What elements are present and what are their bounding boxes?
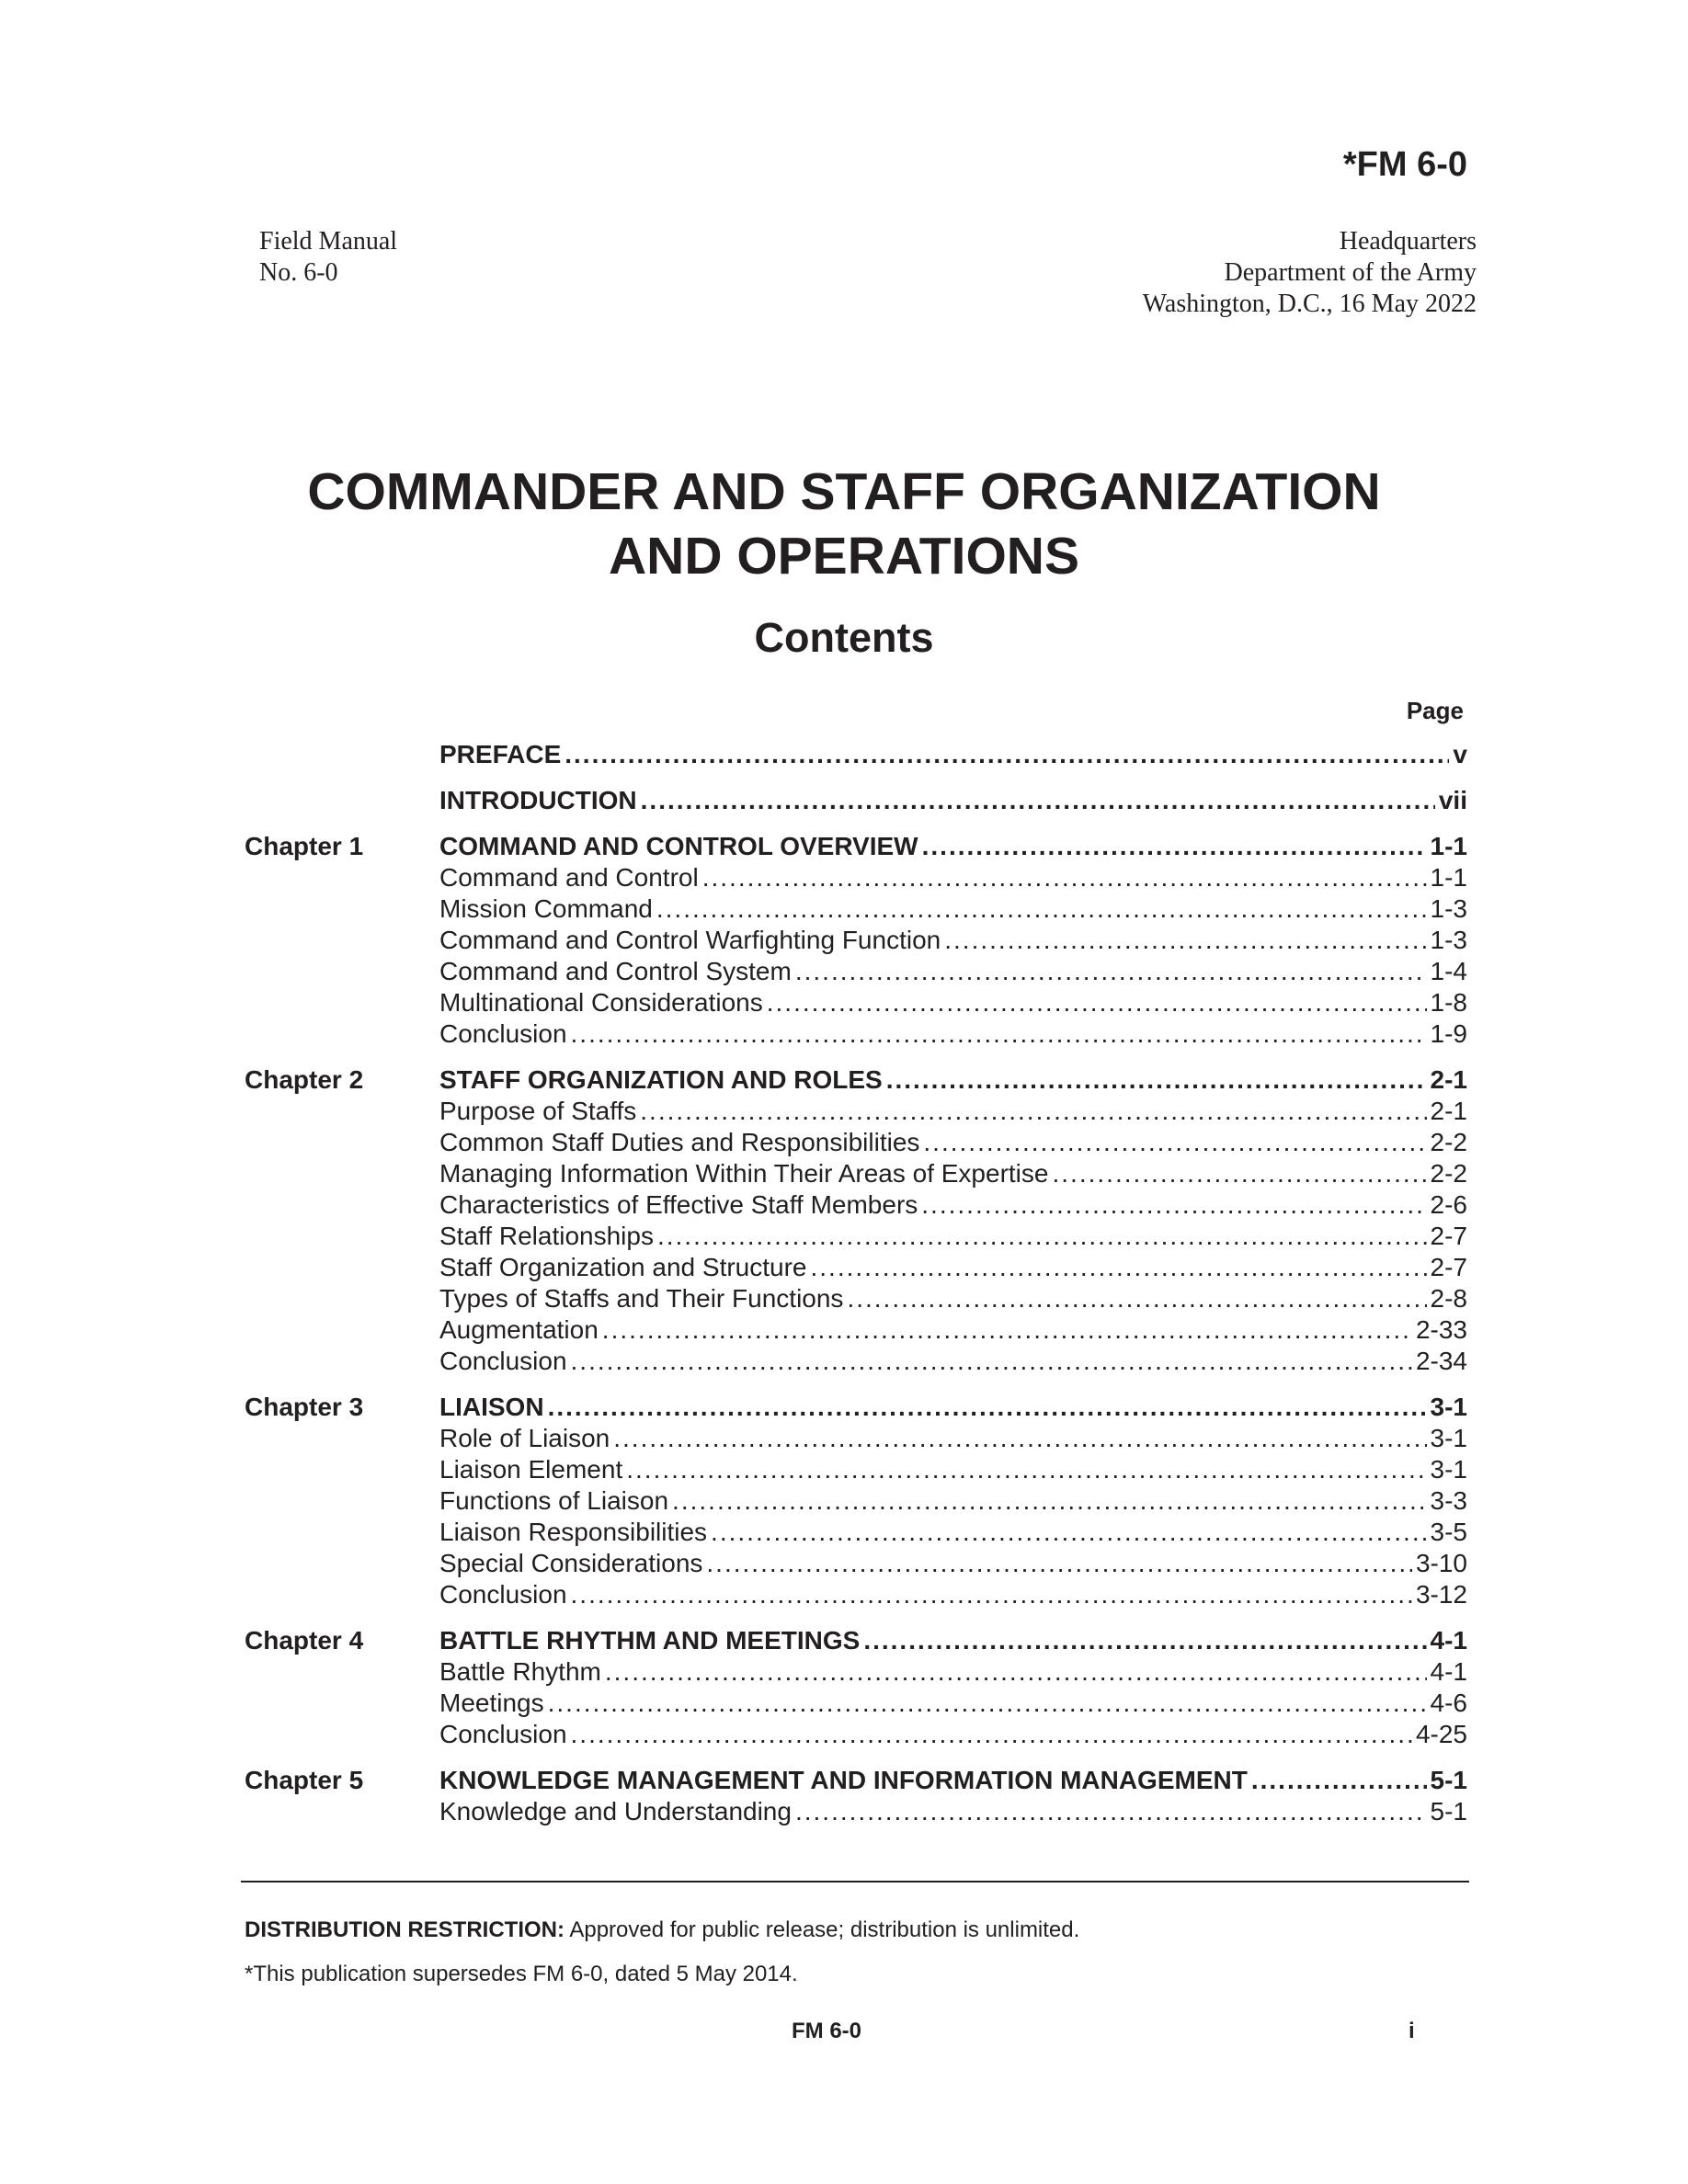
toc-entries [439,1765,1467,1827]
toc-group [245,785,1467,816]
title-line-1: COMMANDER AND STAFF ORGANIZATION [307,462,1381,521]
dot-leader [711,1517,1426,1548]
toc-entry-page: 1-3 [1430,926,1467,954]
toc-entry-page: 1-1 [1430,832,1467,860]
toc-entries [439,785,1467,816]
dot-leader [847,1283,1426,1314]
publication-type: Field Manual [259,227,398,256]
dot-leader [548,1392,1427,1423]
toc-entry-page: 3-12 [1415,1580,1467,1609]
toc-group [245,1765,1467,1827]
dot-leader [1052,1158,1426,1189]
toc-entry-title: Types of Staffs and Their Functions [439,1284,844,1313]
toc-entry-page: 3-3 [1430,1486,1467,1515]
toc-section-entry [439,1579,1467,1610]
toc-entry-page: 2-1 [1430,1097,1467,1125]
toc-entry-title: Conclusion [439,1720,567,1748]
toc-group [245,1064,1467,1377]
dot-leader [672,1485,1426,1517]
toc-entry-page: 2-33 [1415,1315,1467,1344]
footer-document-id: FM 6-0 [792,2019,862,2043]
toc-chapter-entry [439,1064,1467,1096]
dot-leader [657,1221,1427,1252]
toc-section-entry [439,1158,1467,1189]
toc-section-entry [439,1314,1467,1346]
toc-entry-page: 4-6 [1430,1689,1467,1717]
toc-entry-page: 3-10 [1415,1549,1467,1577]
dot-leader [548,1688,1427,1719]
toc-entry-page: 4-1 [1430,1626,1467,1655]
toc-entry-page: 3-5 [1430,1518,1467,1546]
toc-chapter-entry [439,831,1467,862]
toc-entry-page: 5-1 [1430,1797,1467,1826]
toc-section-entry [439,1423,1467,1454]
toc-entry-title: Liaison Element [439,1455,623,1484]
toc-entry-title: Battle Rhythm [439,1657,601,1686]
toc-entry-title: Augmentation [439,1315,599,1344]
toc-section-entry [439,1454,1467,1485]
toc-entry-page: v [1453,740,1467,768]
divider [241,1881,1469,1883]
toc-entry-title: Mission Command [439,894,653,923]
toc-chapter-entry [439,1765,1467,1796]
toc-section-entry [439,925,1467,956]
toc-entry-title: Knowledge and Understanding [439,1797,792,1826]
distribution-label: DISTRIBUTION RESTRICTION: [245,1917,565,1942]
toc-section-entry [439,862,1467,893]
toc-section-entry [439,1656,1467,1688]
toc-entry-page: 2-2 [1430,1128,1467,1156]
toc-chapter-entry [439,739,1467,770]
toc-section-entry [439,1252,1467,1283]
chapter-label: Chapter 1 [245,832,364,860]
toc-group [245,1625,1467,1750]
toc-entry-title: Managing Information Within Their Areas of Expertise [439,1159,1049,1188]
toc-section-entry [439,893,1467,925]
dot-leader [1251,1765,1427,1796]
toc-entry-title: Common Staff Duties and Responsibilities [439,1128,920,1156]
supersedes-note: *This publication supersedes FM 6-0, dated 5 May 2014. [245,1962,798,1986]
toc-entry-page: 5-1 [1430,1766,1467,1794]
toc-entry-page: 2-34 [1415,1347,1467,1375]
distribution-restriction [245,1917,1079,1943]
toc-entries [439,831,1467,1050]
toc-entries [439,1625,1467,1750]
dot-leader [571,1018,1427,1050]
toc-entry-title: Command and Control [439,863,699,892]
headquarters-label: Headquarters [1339,227,1477,256]
toc-entry-title: Command and Control Warfighting Function [439,926,941,954]
toc-entry-page: 4-1 [1430,1657,1467,1686]
toc-section-entry [439,1127,1467,1158]
toc-entry-title: Special Considerations [439,1549,703,1577]
toc-chapter-entry [439,1392,1467,1423]
toc-entry-title: Conclusion [439,1347,567,1375]
dot-leader [571,1579,1412,1610]
page-column-label: Page [1406,697,1464,724]
toc-entry-page: 1-9 [1430,1019,1467,1048]
toc-entry-page: 3-1 [1430,1455,1467,1484]
toc-entry-title: Meetings [439,1689,544,1717]
toc-entry-page: 4-25 [1415,1720,1467,1748]
chapter-label: Chapter 5 [245,1766,364,1794]
toc-group [245,1392,1467,1610]
toc-group [245,739,1467,770]
dot-leader [613,1423,1426,1454]
toc-entry-page: 2-1 [1430,1065,1467,1094]
toc-entry-page: vii [1438,786,1467,814]
toc-section-entry [439,1283,1467,1314]
toc-entry-page: 3-1 [1430,1424,1467,1452]
toc-entry-title: Conclusion [439,1019,567,1048]
toc-entry-title: LIAISON [439,1393,544,1421]
toc-section-entry [439,1517,1467,1548]
dot-leader [944,925,1426,956]
toc-entries [439,739,1467,770]
toc-group [245,831,1467,1050]
document-title [0,460,1688,588]
toc-entry-page: 1-4 [1430,957,1467,985]
toc-entry-page: 2-6 [1430,1190,1467,1219]
toc-entry-title: Conclusion [439,1580,567,1609]
dot-leader [640,1096,1426,1127]
dot-leader [921,1189,1426,1221]
toc-section-entry [439,1096,1467,1127]
toc-chapter-entry [439,1625,1467,1656]
dot-leader [767,987,1427,1018]
dot-leader [811,1252,1427,1283]
toc-section-entry [439,1018,1467,1050]
toc-section-entry [439,1189,1467,1221]
chapter-label: Chapter 4 [245,1626,364,1655]
toc-section-entry [439,1688,1467,1719]
toc-entry-title: Command and Control System [439,957,792,985]
toc-entry-page: 3-1 [1430,1393,1467,1421]
dot-leader [626,1454,1426,1485]
dot-leader [571,1719,1412,1750]
toc-entry-title: Multinational Considerations [439,988,763,1017]
dot-leader [706,1548,1412,1579]
dot-leader [886,1064,1427,1096]
footer-page-number: i [1409,2019,1415,2043]
dot-leader [702,862,1427,893]
toc-section-entry [439,1548,1467,1579]
toc-entry-title: PREFACE [439,740,562,768]
toc-entries [439,1064,1467,1377]
toc-chapter-entry [439,785,1467,816]
dot-leader [656,893,1427,925]
toc-entry-title: KNOWLEDGE MANAGEMENT AND INFORMATION MANAGEMENT [439,1766,1248,1794]
dot-leader [795,1796,1427,1827]
toc-entry-page: 2-8 [1430,1284,1467,1313]
toc-entry-page: 1-3 [1430,894,1467,923]
department-label: Department of the Army [1224,258,1477,287]
toc-entry-title: COMMAND AND CONTROL OVERVIEW [439,832,918,860]
dot-leader [602,1314,1412,1346]
chapter-label: Chapter 2 [245,1065,364,1094]
table-of-contents [245,739,1467,1842]
dot-leader [565,739,1449,770]
toc-entry-title: INTRODUCTION [439,786,637,814]
chapter-label: Chapter 3 [245,1393,364,1421]
dot-leader [571,1346,1412,1377]
toc-entry-page: 2-2 [1430,1159,1467,1188]
toc-entry-title: Liaison Responsibilities [439,1518,708,1546]
toc-section-entry [439,1346,1467,1377]
dot-leader [641,785,1435,816]
dot-leader [605,1656,1427,1688]
toc-entry-page: 2-7 [1430,1222,1467,1250]
distribution-text: Approved for public release; distribution is unlimited. [565,1917,1080,1942]
toc-section-entry [439,956,1467,987]
toc-entry-title: Staff Relationships [439,1222,654,1250]
location-date: Washington, D.C., 16 May 2022 [1142,290,1477,318]
toc-entry-page: 1-8 [1430,988,1467,1017]
dot-leader [922,831,1427,862]
dot-leader [863,1625,1426,1656]
toc-section-entry [439,987,1467,1018]
toc-section-entry [439,1221,1467,1252]
toc-entry-title: Staff Organization and Structure [439,1253,807,1281]
toc-entry-title: Purpose of Staffs [439,1097,637,1125]
dot-leader [923,1127,1426,1158]
toc-entry-title: Role of Liaison [439,1424,610,1452]
toc-section-entry [439,1719,1467,1750]
toc-entry-title: BATTLE RHYTHM AND MEETINGS [439,1626,861,1655]
publication-number-block [259,226,397,289]
toc-entry-title: Characteristics of Effective Staff Members [439,1190,918,1219]
toc-entry-page: 2-7 [1430,1253,1467,1281]
toc-entries [439,1392,1467,1610]
toc-section-entry [439,1796,1467,1827]
toc-entry-title: STAFF ORGANIZATION AND ROLES [439,1065,883,1094]
document-id: *FM 6-0 [1342,145,1467,184]
issuing-authority-block [1143,226,1477,320]
title-line-2: AND OPERATIONS [609,527,1079,586]
toc-entry-title: Functions of Liaison [439,1486,669,1515]
publication-number: No. 6-0 [259,258,338,287]
contents-heading: Contents [754,614,934,661]
dot-leader [795,956,1427,987]
toc-entry-page: 1-1 [1430,863,1467,892]
toc-section-entry [439,1485,1467,1517]
